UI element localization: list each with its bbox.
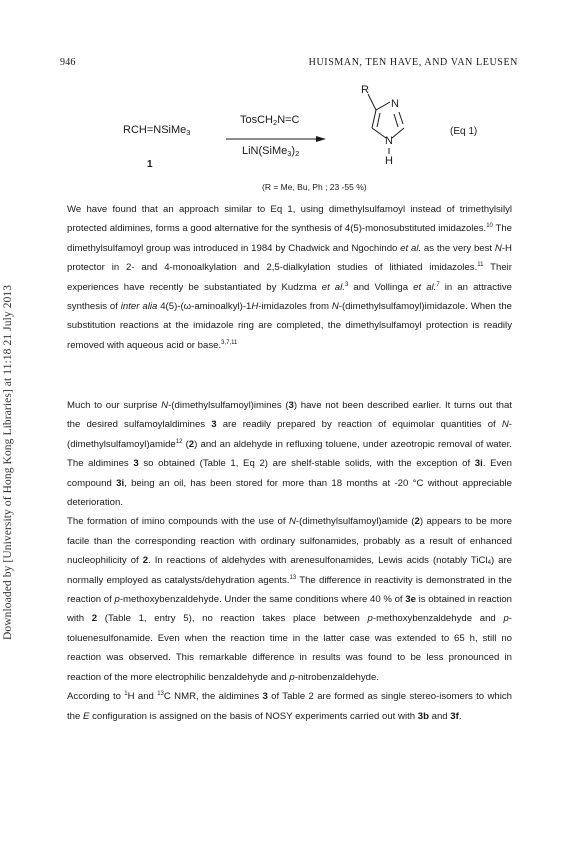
reagent-top: TosCH$_2$N=C (240, 114, 300, 127)
product-substituent: R (361, 84, 369, 96)
reactant-number: 1 (147, 159, 153, 170)
download-notice: Downloaded by [University of Hong Kong Libraries] at 11:18 21 July 2013 (2, 284, 14, 640)
equation-label: (Eq 1) (450, 126, 478, 137)
paragraph-3-text: The formation of imino compounds with the use of N-(dimethylsulfamoyl)amide (2) appears to be more facile than the corresponding reaction with ordinary sulfonamides, probably as a result of enhanced nucleophilicity of 2. In reactions of aldehydes with arenesulfonamides, Lewis acids (notably TiCl$_4$) are normally employed as catalysts/dehydration agents.$^{13}$ The difference in reactivity is demonstrated in the reaction of p-methoxybenzaldehyde. Under the same conditions where 40 % of 3e is obtained in reaction with 2 (Table 1, entry 5), no reaction takes place between p-methoxybenzaldehyde and p-toluenesulfonamide. Even when the reaction time in the latter case was extended to 65 h, still no reaction was observed. This remarkable difference in results was found to be less pronounced in reaction of the more electrophilic benzaldehyde and p-nitrobenzaldehyde. (67, 516, 513, 683)
paragraph-2-text: Much to our surprise N-(dimethylsulfamoyl)imines (3) have not been described earlier. It turns out that the desired sulfamoylaldimines 3 are readily prepared by reaction of equimolar quantities of N-(dimethylsulfamoyl)amide$^{12}$ (2) and an aldehyde in refluxing toluene, under azeotropic removal of water. The aldimines 3 so obtained (Table 1, Eq 2) are shelf-stable solids, with the exception of 3i. Even compound 3i, being an oil, has been stored for more than 18 months at -20 °C without appreciable deterioration. (67, 400, 513, 509)
page-header (0, 57, 576, 71)
reactant-formula-main: RCH=NSiMe (123, 124, 187, 136)
reaction-conditions: (R = Me, Bu, Ph ; 23 -55 %) (262, 182, 367, 192)
reagent-top-a: TosCH (240, 114, 274, 126)
reaction-scheme (0, 84, 576, 188)
product-nh-n: N (385, 135, 393, 147)
page-number: 946 (60, 57, 76, 68)
reactant-formula: RCH=NSiMe$_3$ (123, 124, 191, 137)
paragraphs-2-4 (67, 396, 512, 726)
running-head: HUISMAN, TEN HAVE, AND VAN LEUSEN (308, 57, 518, 68)
reagent-bottom-a: LiN(SiMe (242, 145, 288, 157)
reagent-bottom-b: ) (291, 145, 296, 157)
paragraph-1 (67, 200, 512, 355)
paragraph-1-text: We have found that an approach similar to Eq 1, using dimethylsulfamoyl instead of trimethylsilyl protected aldimines, forms a good alternative for the synthesis of 4(5)-monosubstituted imidazoles.$^{10}$ The dimethylsulfamoyl group was introduced in 1984 by Chadwick and Ngochindo et al. as the very best N-H protector in 2- and 4-monoalkylation and 2,5-dialkylation studies of lithiated imidazoles.$^{11}$ Their experiences have recently be substantiated by Kudzma et al.$^3$ and Vollinga et al.$^7$ in an attractive synthesis of inter alia 4(5)-(ω-aminoalkyl)-1H-imidazoles from N-(dimethylsulfamoyl)imidazole. When the substitution reactions at the imidazole ring are completed, the dimethylsulfamoyl protection is readily removed with aqueous acid or base.$^{3,7,11}$ (67, 204, 512, 351)
reaction-arrow (226, 135, 326, 143)
reagent-bottom: $LiN(SiMe_3)_2$ (242, 145, 300, 158)
reagent-top-b: N=C (277, 114, 300, 126)
paragraph-4-text: According to $^1$H and $^{13}$C NMR, the aldimines 3 of Table 2 are formed as single stereo-isomers to which the E configuration is assigned on the basis of NOSY experiments carried out with 3b and 3f. (67, 691, 512, 722)
product-ring-n: N (391, 98, 399, 110)
imidazole-product (354, 84, 424, 170)
product-nh-h: H (385, 155, 393, 167)
